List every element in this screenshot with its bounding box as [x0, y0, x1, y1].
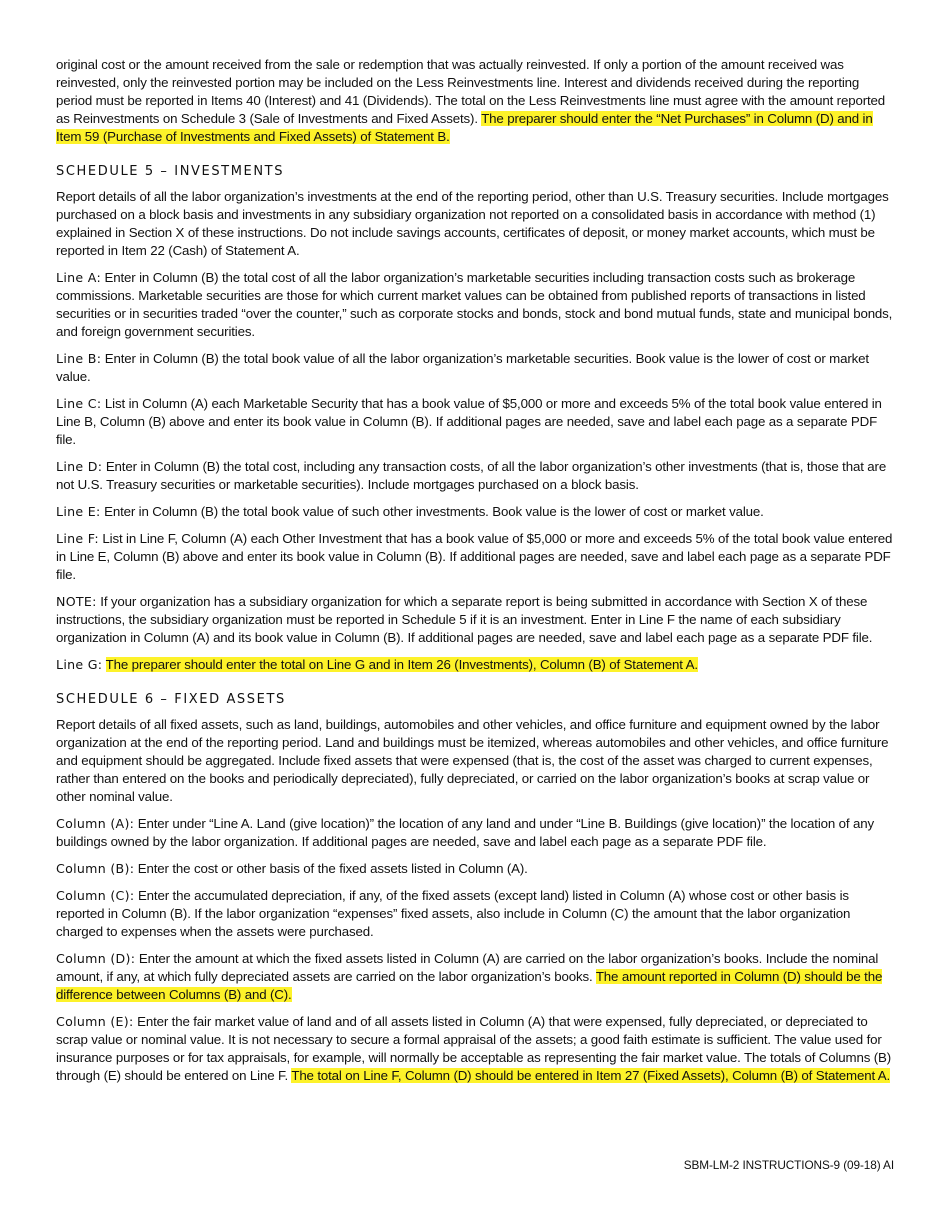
schedule6-column-c: [56, 887, 894, 941]
line-c-text: List in Column (A) each Marketable Security that has a book value of $5,000 or more and exceeds 5% of the total book value entered in Line B, Column (B) above and enter its book value in Column (B). If additional pages are needed, save and label each page as a separate PDF file.: [56, 396, 882, 447]
column-d-text: Enter the amount at which the fixed assets listed in Column (A) are carried on the labor organization’s books. Include the nominal amount, if any, at which fully depreciated assets are carried on the labor organization’s books.: [56, 951, 879, 984]
line-e-text: Enter in Column (B) the total book value of such other investments. Book value is the lower of cost or market value.: [100, 504, 764, 519]
column-e-text: Enter the fair market value of land and of all assets listed in Column (A) that were expensed, fully depreciated, or depreciated to scrap value or nominal value. It is not necessary to secure a formal appraisal of the assets; a good faith estimate is sufficient. The value used for insurance purposes or for tax appraisals, for example, will normally be acceptable as representing the fair market value. The totals of Columns (B) through (E) should be entered on Line F.: [56, 1014, 892, 1083]
line-f-label: Line F:: [56, 531, 99, 546]
schedule5-line-e: [56, 503, 894, 521]
schedule6-column-b: [56, 860, 894, 878]
schedule5-line-b: [56, 350, 894, 386]
column-d-label: Column (D):: [56, 951, 136, 966]
schedule5-heading: SCHEDULE 5 – INVESTMENTS: [56, 164, 285, 179]
note-text: If your organization has a subsidiary organization for which a separate report is being submitted in accordance with Section X of these instructions, the subsidiary organization must be reported in Schedule 5 if it is an investment. Enter in Line F the name of each subsidiary organization in Column (A) and its book value in Column (B). If additional pages are needed, save and label each page as a separate PDF file.: [56, 594, 873, 645]
schedule6-column-d: [56, 950, 894, 1004]
schedule5-line-f: [56, 530, 894, 584]
line-b-label: Line B:: [56, 351, 102, 366]
line-g-highlight: The preparer should enter the total on Line G and in Item 26 (Investments), Column (B) of Statement A.: [105, 657, 698, 672]
line-b-text: Enter in Column (B) the total book value of all the labor organization’s marketable securities. Book value is the lower of cost or market value.: [56, 351, 869, 384]
line-a-text: Enter in Column (B) the total cost of all the labor organization’s marketable securities including transaction costs such as brokerage commissions. Marketable securities are those for which current market values can be obtained from published reports of transactions in listed securities or in securities traded “over the counter,” such as corporate stocks and bonds, stock and bond mutual funds, state and municipal bonds, and foreign government securities.: [56, 270, 893, 339]
intro-text: original cost or the amount received from the sale or redemption that was actually reinvested. If only a portion of the amount received was reinvested, only the reinvested portion may be included on the Less Reinvestments line. Interest and dividends received during the reporting period must be reported in Items 40 (Interest) and 41 (Dividends). The total on the Less Reinvestments line must agree with the amount reported as Reinvestments on Schedule 3 (Sale of Investments and Fixed Assets).: [56, 57, 886, 126]
schedule6-column-a: [56, 815, 894, 851]
column-c-text: Enter the accumulated depreciation, if any, of the fixed assets (except land) listed in Column (A) whose cost or other basis is reported in Column (B). If the labor organization “expenses” fixed assets, also include in Column (C) the amount that the labor organization charged to expenses when the assets were purchased.: [56, 888, 851, 939]
column-e-label: Column (E):: [56, 1014, 134, 1029]
line-c-label: Line C:: [56, 396, 102, 411]
schedule6-intro: Report details of all fixed assets, such as land, buildings, automobiles and other vehicles, and office furniture and equipment owned by the labor organization at the end of the reporting period. Land and buildings must be itemized, whereas automobiles and other vehicles, and office furniture and equipment should be aggregated. Include fixed assets that were expensed (that is, the cost of the asset was charged to current expenses, rather than entered on the books and periodically depreciated), fully depreciated, or carried on the labor organization’s books at scrap value or other nominal value.: [56, 717, 889, 804]
column-b-text: Enter the cost or other basis of the fixed assets listed in Column (A).: [134, 861, 528, 876]
schedule5-line-a: [56, 269, 894, 341]
line-g-label: Line G:: [56, 657, 103, 672]
column-c-label: Column (C):: [56, 888, 135, 903]
intro-paragraph: [56, 56, 894, 146]
schedule6-column-e: [56, 1013, 894, 1085]
column-a-text: Enter under “Line A. Land (give location)” the location of any land and under “Line B. Buildings (give location)” the location of any buildings owned by the labor organization. If additional pages are needed, save and label each page as a separate PDF file.: [56, 816, 874, 849]
column-e-highlight: The total on Line F, Column (D) should be entered in Item 27 (Fixed Assets), Column (B) of Statement A.: [291, 1068, 891, 1083]
schedule6-heading: SCHEDULE 6 – FIXED ASSETS: [56, 692, 286, 707]
line-f-text: List in Line F, Column (A) each Other Investment that has a book value of $5,000 or more and exceeds 5% of the total book value entered in Line E, Column (B) above and enter its book value in Column (B). If additional pages are needed, save and label each page as a separate PDF file.: [56, 531, 893, 582]
schedule5-line-d: [56, 458, 894, 494]
schedule5-line-g: [56, 656, 894, 674]
column-a-label: Column (A):: [56, 816, 135, 831]
column-d-highlight: The amount reported in Column (D) should be the difference between Columns (B) and (C).: [56, 969, 883, 1002]
column-b-label: Column (B):: [56, 861, 135, 876]
note-label: NOTE:: [56, 594, 97, 609]
schedule5-intro: Report details of all the labor organization’s investments at the end of the reporting period, other than U.S. Treasury securities. Include mortgages purchased on a block basis and investments in any subsidiary organization not reported on a consolidated basis in accordance with method (1) explained in Section X of these instructions. Do not include savings accounts, certificates of deposit, or money market accounts, which must be reported in Item 22 (Cash) of Statement A.: [56, 189, 889, 258]
line-a-label: Line A:: [56, 270, 101, 285]
line-d-text: Enter in Column (B) the total cost, including any transaction costs, of all the labor organization’s other investments (that is, those that are not U.S. Treasury securities or marketable securities). Include mortgages purchased on a block basis.: [56, 459, 887, 492]
line-d-label: Line D:: [56, 459, 103, 474]
page-footer: SBM-LM-2 INSTRUCTIONS-9 (09-18) AI: [683, 1158, 894, 1172]
line-e-label: Line E:: [56, 504, 101, 519]
schedule5-note: [56, 593, 894, 647]
schedule5-line-c: [56, 395, 894, 449]
intro-highlight: The preparer should enter the “Net Purchases” in Column (D) and in Item 59 (Purchase of Investments and Fixed Assets) of Statement B.: [56, 111, 873, 144]
